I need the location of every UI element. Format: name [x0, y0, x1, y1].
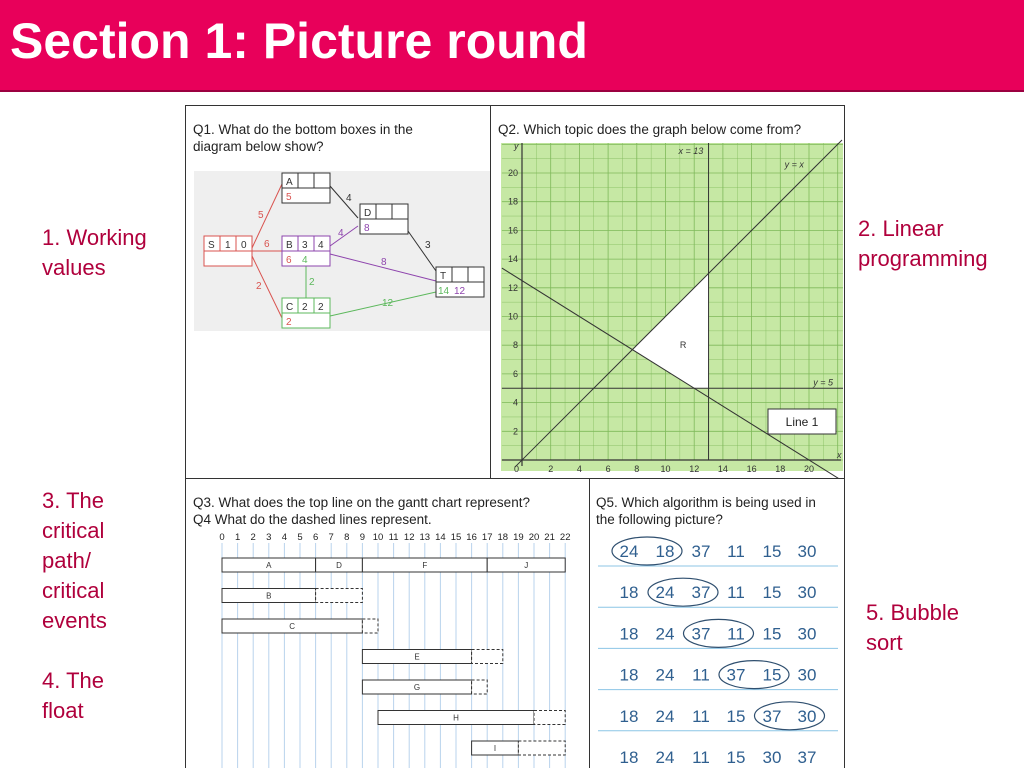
q3-panel	[185, 478, 590, 768]
sort-value: 30	[797, 624, 817, 644]
answer-5-line: 5. Bubble	[866, 600, 959, 625]
title-banner	[0, 0, 1024, 92]
sort-value: 15	[762, 542, 782, 561]
answer-4-line: float	[42, 698, 84, 723]
sort-value: 11	[727, 542, 745, 561]
sort-value: 30	[797, 542, 817, 561]
answer-5	[866, 598, 959, 658]
gantt-float-g	[472, 680, 488, 694]
edge-label: 12	[382, 298, 394, 309]
x-tick-label: 12	[689, 464, 700, 474]
gantt-float-e	[472, 650, 503, 664]
gantt-bar-label: H	[453, 713, 459, 723]
edge-label: 6	[264, 239, 270, 250]
q5-question-line: Q5. Which algorithm is being used in	[596, 495, 816, 510]
answer-3-line: critical	[42, 518, 105, 543]
bubble-sort-picture	[590, 479, 845, 768]
sort-value: 30	[797, 706, 817, 726]
y-5-label: y = 5	[813, 377, 834, 388]
sort-value: 11	[727, 624, 745, 644]
node-c-late: 2	[318, 302, 324, 313]
gantt-bar-label: G	[413, 683, 421, 692]
gantt-bar-label: D	[336, 561, 342, 570]
node-d-name: D	[364, 208, 372, 219]
gantt-scale-label: 13	[419, 532, 431, 543]
node-s-name: S	[208, 240, 215, 251]
sort-value: 30	[797, 583, 817, 603]
gantt-bar-label: I	[493, 744, 497, 753]
y-tick-label: 4	[512, 397, 518, 408]
node-b-late: 4	[318, 240, 324, 251]
answer-3-line: path/	[42, 548, 91, 573]
x-tick-label: 2	[548, 464, 554, 474]
sort-value: 15	[726, 748, 746, 767]
gantt-scale-label: 12	[403, 532, 415, 543]
gantt-scale-label: 9	[359, 532, 366, 543]
sort-value: 15	[762, 624, 782, 644]
sort-value: 11	[692, 665, 710, 685]
node-a-name: A	[286, 177, 293, 188]
edge-label: 4	[346, 193, 352, 204]
q5-panel	[589, 478, 845, 768]
gantt-scale-label: 8	[344, 532, 350, 543]
node-t-name: T	[440, 271, 447, 282]
node-c-name: C	[286, 302, 294, 313]
gantt-scale-label: 22	[559, 532, 571, 543]
sort-value: 24	[655, 665, 675, 685]
sort-value: 11	[692, 748, 710, 767]
x-tick-label: 8	[634, 464, 640, 474]
gantt-scale-label: 6	[312, 532, 319, 543]
gantt-scale-label: 2	[250, 532, 256, 543]
node-b-extra: 4	[302, 255, 308, 266]
y-tick-label: 8	[512, 340, 518, 351]
x-tick-label: 18	[775, 464, 786, 474]
sort-value: 37	[691, 624, 711, 644]
node-d	[360, 204, 408, 234]
y-x-label: y = x	[784, 159, 804, 170]
sort-value: 11	[692, 706, 710, 726]
x-tick-label: 20	[803, 464, 815, 474]
sort-value: 24	[655, 706, 675, 726]
gantt-scale-label: 4	[281, 532, 288, 543]
sort-value: 30	[797, 665, 817, 685]
sort-value: 30	[762, 748, 782, 767]
y-tick-label: 16	[507, 225, 518, 236]
node-a-value: 5	[286, 192, 292, 203]
answer-2-line: programming	[858, 246, 988, 271]
gantt-bar-label: E	[414, 652, 420, 662]
sort-value: 37	[691, 583, 711, 603]
sort-value: 18	[619, 624, 639, 644]
sort-value: 37	[762, 706, 782, 726]
node-b-early: 3	[302, 240, 308, 251]
gantt-scale-label: 21	[544, 532, 555, 543]
sort-value: 24	[655, 748, 675, 767]
gantt-bar-label: C	[289, 622, 296, 631]
q1-panel	[185, 105, 491, 479]
y-tick-label: 14	[507, 254, 518, 265]
y-tick-label: 2	[512, 426, 518, 437]
sort-value: 15	[762, 583, 782, 603]
x-tick-label: 6	[605, 464, 611, 474]
answer-5-line: sort	[866, 630, 903, 655]
node-d-value: 8	[364, 223, 370, 234]
node-c-early: 2	[302, 302, 308, 313]
gantt-scale-label: 11	[388, 532, 399, 543]
y-tick-label: 12	[507, 282, 518, 293]
origin-label: 0	[514, 464, 520, 474]
gantt-scale-label: 18	[497, 532, 509, 543]
node-c	[282, 298, 330, 328]
sort-value: 37	[726, 665, 746, 685]
answer-3-4	[42, 486, 107, 726]
node-a	[282, 173, 330, 203]
x-tick-label: 10	[660, 464, 671, 474]
answer-4-line: 4. The	[42, 668, 104, 693]
gantt-scale-label: 7	[328, 532, 334, 543]
gantt-float-i	[518, 741, 565, 755]
edge-label: 2	[309, 277, 315, 288]
sort-value: 11	[727, 583, 745, 603]
gantt-scale-label: 5	[297, 532, 303, 543]
q5-question-line: the following picture?	[596, 512, 723, 527]
sort-value: 15	[726, 706, 746, 726]
node-b-value: 6	[286, 255, 292, 266]
sort-value: 37	[691, 542, 711, 561]
x-13-label: x = 13	[678, 146, 704, 156]
edge-label: 5	[258, 210, 264, 221]
q2-question: Q2. Which topic does the graph below come from?	[498, 122, 802, 137]
answer-1-line: values	[42, 255, 106, 280]
gantt-bar-label: A	[266, 561, 272, 570]
gantt-scale-label: 20	[528, 532, 540, 543]
x-axis-label: x	[837, 450, 842, 460]
node-s-late: 0	[241, 240, 247, 251]
node-c-value: 2	[286, 317, 292, 328]
gantt-scale-label: 16	[466, 532, 477, 543]
x-tick-label: 4	[576, 464, 582, 474]
q1-question-line: diagram below show?	[193, 139, 324, 154]
y-tick-label: 6	[512, 368, 518, 379]
y-tick-label: 10	[507, 311, 518, 322]
gantt-scale-label: 15	[450, 532, 462, 543]
edge-label: 8	[381, 257, 387, 268]
answer-1	[42, 223, 147, 283]
answer-3-line: events	[42, 608, 107, 633]
answer-spacer	[42, 636, 107, 666]
y-axis-label: y	[514, 141, 519, 151]
gantt-scale-label: 0	[219, 532, 225, 543]
gantt-float-h	[534, 711, 565, 725]
gantt-scale-label: 3	[266, 532, 272, 543]
page-title: Section 1: Picture round	[10, 13, 588, 69]
x-tick-label: 14	[717, 464, 728, 474]
answer-2-line: 2. Linear	[858, 216, 944, 241]
gantt-scale-label: 19	[513, 532, 524, 543]
q1-question-line: Q1. What do the bottom boxes in the	[193, 122, 413, 137]
gantt-float-c	[362, 619, 378, 633]
sort-value: 18	[619, 706, 639, 726]
answer-3-line: 3. The	[42, 488, 104, 513]
edge-label: 4	[338, 228, 344, 239]
node-t-extra: 12	[454, 286, 466, 297]
sort-value: 37	[797, 748, 817, 767]
region-label: R	[679, 340, 687, 351]
gantt-chart	[186, 479, 590, 768]
sort-value: 18	[619, 748, 639, 767]
node-t	[436, 267, 484, 297]
gantt-scale-label: 10	[372, 532, 384, 543]
answer-1-line: 1. Working	[42, 225, 147, 250]
gantt-bar-label: B	[266, 591, 272, 601]
q2-panel	[490, 105, 845, 479]
gantt-scale-label: 17	[481, 532, 493, 543]
gantt-float-b	[316, 589, 363, 603]
q3-question-line: Q3. What does the top line on the gantt chart represent?	[193, 495, 530, 510]
x-tick-label: 16	[746, 464, 757, 474]
network-diagram	[186, 106, 491, 479]
sort-value: 18	[619, 665, 639, 685]
node-b-name: B	[286, 240, 293, 251]
node-s-early: 1	[225, 240, 231, 251]
line-1-callout-label: Line 1	[785, 415, 819, 429]
answer-3-line: critical	[42, 578, 105, 603]
node-t-value: 14	[438, 286, 450, 297]
sort-value: 24	[655, 624, 675, 644]
linear-programming-graph	[491, 106, 845, 479]
sort-value: 18	[619, 583, 639, 603]
node-s	[204, 236, 252, 266]
edge-label: 2	[256, 281, 262, 292]
sort-value: 24	[655, 583, 675, 603]
sort-value: 18	[655, 542, 675, 561]
edge-label: 3	[425, 240, 431, 251]
sort-value: 24	[619, 542, 639, 561]
gantt-scale-label: 14	[435, 532, 446, 543]
gantt-scale-label: 1	[234, 532, 241, 543]
y-tick-label: 18	[507, 196, 518, 207]
gantt-bar-label: F	[422, 561, 428, 570]
node-b	[282, 236, 330, 266]
gantt-bar-label: J	[524, 561, 529, 570]
answer-2	[858, 214, 988, 274]
sort-value: 15	[762, 665, 782, 685]
q4-question-line: Q4 What do the dashed lines represent.	[193, 512, 432, 527]
y-tick-label: 20	[507, 168, 518, 178]
